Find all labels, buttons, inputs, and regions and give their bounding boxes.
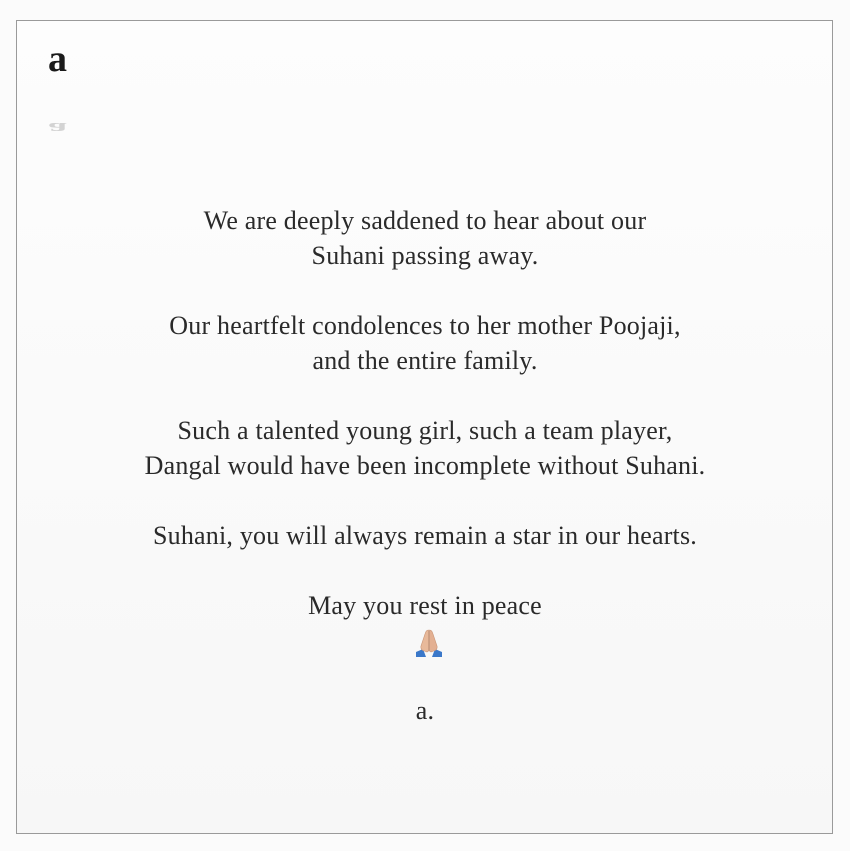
closing-line bbox=[0, 588, 850, 658]
folded-hands-icon bbox=[413, 628, 445, 658]
message-line: and the entire family. bbox=[312, 346, 538, 375]
closing-text: May you rest in peace bbox=[308, 591, 542, 620]
message-line: Such a talented young girl, such a team player, bbox=[177, 416, 673, 445]
closing-paragraph bbox=[0, 588, 850, 658]
message-paragraph bbox=[0, 413, 850, 483]
brand-logo bbox=[48, 38, 88, 138]
message-paragraph bbox=[0, 518, 850, 553]
message-line: We are deeply saddened to hear about our bbox=[203, 206, 647, 235]
message-paragraph bbox=[0, 308, 850, 378]
logo-letter: a bbox=[48, 38, 67, 80]
logo-reflection: a bbox=[48, 119, 67, 138]
condolence-message bbox=[0, 203, 850, 728]
signature: a. bbox=[415, 696, 435, 726]
message-line: Our heartfelt condolences to her mother Poojaji, bbox=[169, 311, 681, 340]
message-paragraph bbox=[0, 203, 850, 273]
message-line: Suhani, you will always remain a star in our hearts. bbox=[153, 521, 697, 550]
message-line: Suhani passing away. bbox=[311, 241, 539, 270]
message-line: Dangal would have been incomplete without Suhani. bbox=[144, 451, 706, 480]
